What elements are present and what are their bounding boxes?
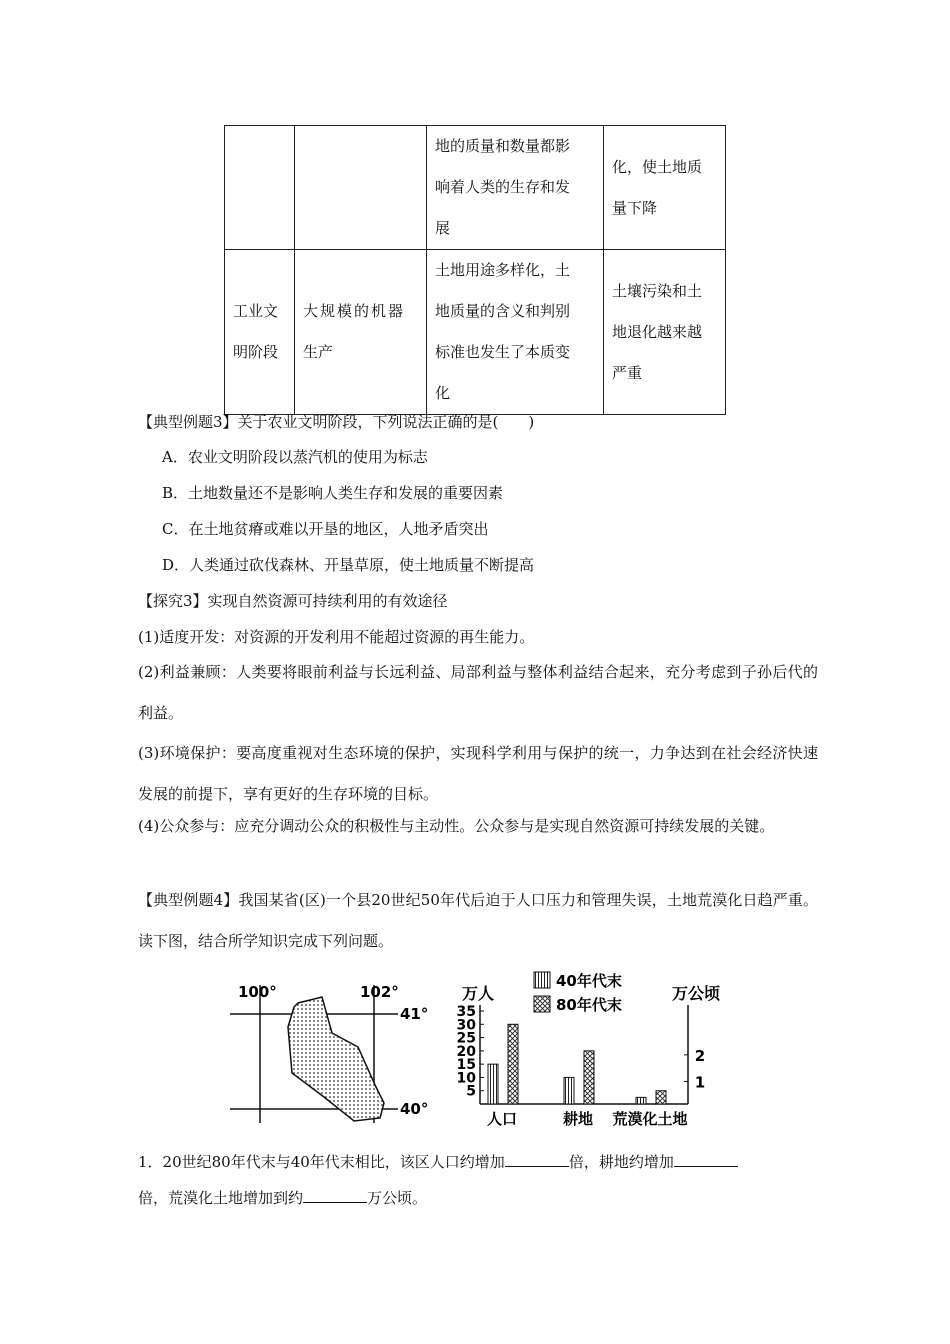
bar [636,1097,646,1104]
example4-intro: 【典型例题4】我国某省(区)一个县20世纪50年代后迫于人口压力和管理失误，土地荒漠化日趋严重。读下图，结合所学知识完成下列问题。 [138,891,818,950]
category-label: 人口 [486,1110,518,1128]
option-b: B．土地数量还不是影响人类生存和发展的重要因素 [162,484,504,502]
bar [488,1064,498,1104]
y-tick-label-right: 2 [694,1046,706,1065]
cell-line: 土地用途多样化，土 [435,261,571,279]
table-cell [604,250,726,415]
example3-question: 【典型例题3】关于农业文明阶段，下列说法正确的是( ) [138,413,535,431]
bar [584,1051,594,1104]
table-cell [427,250,604,415]
category-label: 荒漠化土地 [612,1110,688,1128]
cell-line: 工业文 [233,302,279,320]
region-map [228,975,443,1125]
y-tick-label-right: 1 [694,1073,706,1092]
cell-line: 展 [435,219,451,237]
cell-line: 地退化越来越 [612,322,703,341]
table-cell [295,250,427,415]
legend-swatch [534,996,550,1012]
option-a: A．农业文明阶段以蒸汽机的使用为标志 [162,448,428,466]
y-tick-label: 35 [456,1004,476,1020]
cell-line: 化 [435,384,451,402]
table-cell [604,126,726,250]
lat-bottom-label: 40° [400,1100,429,1118]
y-axis-label-left: 万人 [461,984,495,1003]
y-axis-label-right: 万公顷 [671,984,721,1003]
explore3-item: (1)适度开发：对资源的开发利用不能超过资源的再生能力。 [138,628,535,646]
cell-line: 化，使土地质 [612,157,703,176]
county-region [288,997,384,1121]
example4-q1-line2: 倍，荒漠化土地增加到约 万公顷。 [138,1189,428,1207]
cell-line: 响着人类的生存和发 [435,178,571,196]
lat-top-label: 41° [400,1005,429,1023]
cell-line: 地质量的含义和判别 [435,302,571,320]
table-row [225,126,726,250]
cell-line: 明阶段 [233,343,279,361]
explore3-item: (2)利益兼顾：人类要将眼前利益与长远利益、局部利益与整体利益结合起来，充分考虑到子孙后代的利益。 [138,663,818,722]
explore3-item: (3)环境保护：要高度重视对生态环境的保护，实现科学利用与保护的统一，力争达到在社会经济快速发展的前提下，享有更好的生存环境的目标。 [138,744,818,803]
bar [508,1024,518,1104]
category-label: 耕地 [562,1110,594,1128]
cell-line: 生产 [303,343,334,361]
example4-q1-line1: 1．20世纪80年代末与40年代末相比，该区人口约增加 倍，耕地约增加 [138,1152,738,1172]
bar [564,1077,574,1104]
table-cell [295,126,427,250]
cell-line: 严重 [612,363,643,382]
answer-blank[interactable] [505,1152,569,1167]
cell-line: 量下降 [612,198,658,217]
lon-left-label: 100° [238,983,277,1001]
table-row [225,250,726,415]
cell-line: 地的质量和数量都影 [435,137,571,155]
bar-chart [450,966,740,1134]
bar [656,1091,666,1104]
explore3-item: (4)公众参与：应充分调动公众的积极性与主动性。公众参与是实现自然资源可持续发展的关键。 [138,817,775,835]
legend-swatch [534,972,550,988]
option-d: D．人类通过砍伐森林、开垦草原，使土地质量不断提高 [162,556,535,574]
y-tick-label: 25 [456,1030,476,1047]
y-tick-label: 5 [466,1083,476,1100]
answer-blank[interactable] [674,1152,738,1167]
y-tick-label: 15 [456,1057,476,1074]
lon-right-label: 102° [360,983,399,1001]
comparison-table [224,125,726,415]
y-tick-label: 30 [456,1017,476,1034]
y-tick-label: 20 [456,1043,476,1060]
table-cell [225,126,295,250]
y-tick-label: 10 [456,1070,476,1087]
legend-label: 80年代末 [556,996,622,1014]
legend-label: 40年代末 [556,972,622,990]
cell-line: 土壤污染和土 [612,281,703,300]
table-cell [225,250,295,415]
table-cell [427,126,604,250]
cell-line: 标准也发生了本质变 [435,343,571,361]
answer-blank[interactable] [303,1188,367,1203]
option-c: C．在土地贫瘠或难以开垦的地区，人地矛盾突出 [162,520,489,538]
cell-line: 大规模的机器 [303,302,406,320]
explore3-title: 【探究3】实现自然资源可持续利用的有效途径 [138,592,448,610]
